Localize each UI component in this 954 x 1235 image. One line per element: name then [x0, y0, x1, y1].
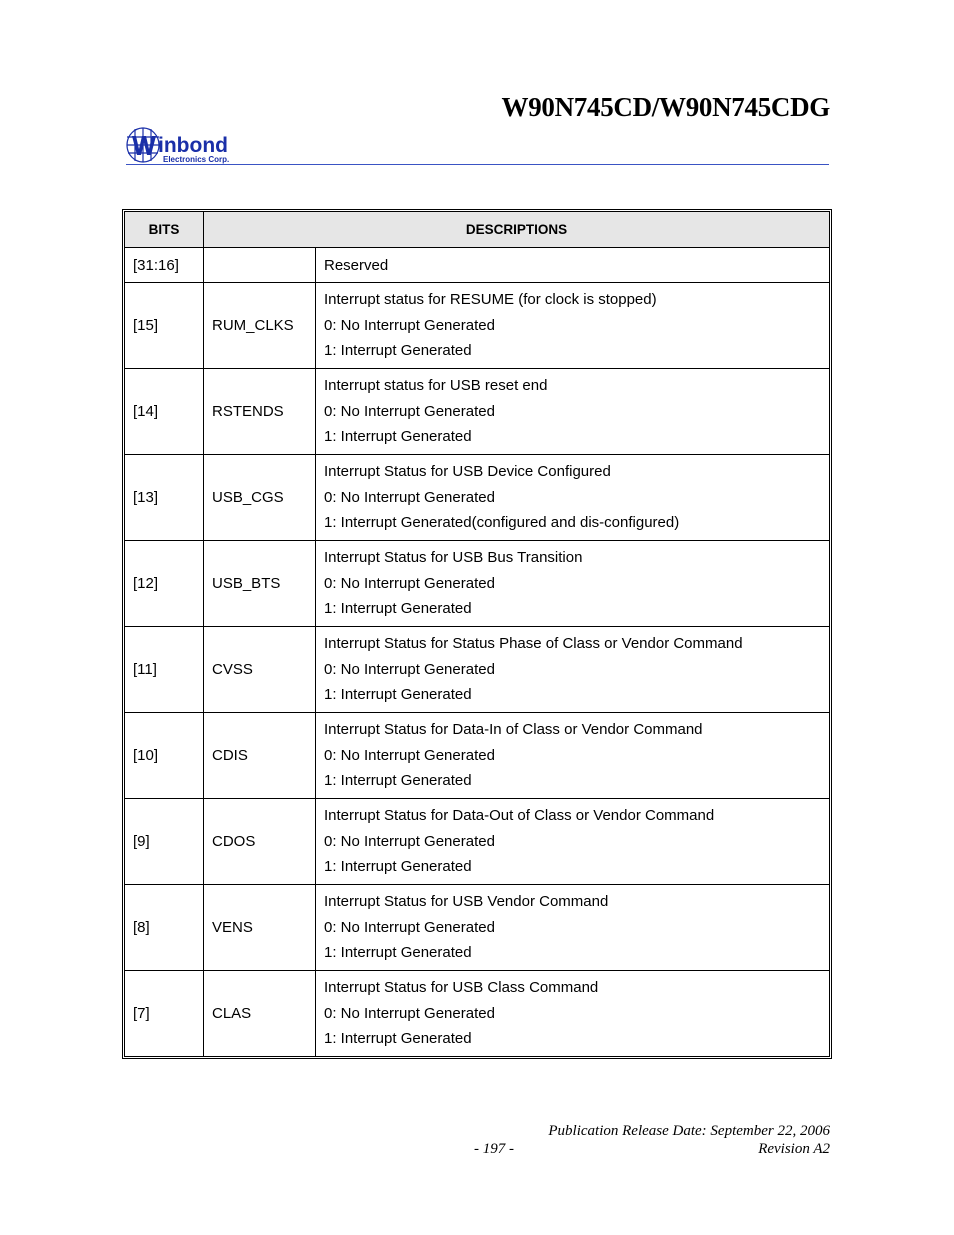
description-line: 1: Interrupt Generated [324, 600, 472, 618]
field-name: VENS [204, 885, 316, 971]
description-line: 0: No Interrupt Generated [324, 918, 495, 936]
winbond-logo [126, 125, 256, 165]
field-name: CDOS [204, 799, 316, 885]
description-line: 0: No Interrupt Generated [324, 488, 495, 506]
field-description [316, 283, 830, 369]
table-row [125, 455, 829, 541]
field-name: CVSS [204, 627, 316, 713]
bit-range: [7] [125, 971, 204, 1057]
field-name: USB_CGS [204, 455, 316, 541]
logo-wordmark: inbond [158, 134, 228, 157]
page-number: - 197 - [474, 1141, 514, 1157]
bit-range: [13] [125, 455, 204, 541]
description-line: 1: Interrupt Generated [324, 686, 472, 704]
table-row [125, 283, 829, 369]
table-row [125, 885, 829, 971]
field-description [316, 627, 830, 713]
description-line: 0: No Interrupt Generated [324, 1004, 495, 1022]
table-row [125, 541, 829, 627]
field-name: RSTENDS [204, 369, 316, 455]
bit-range: [14] [125, 369, 204, 455]
bit-range: [15] [125, 283, 204, 369]
table-header-row [125, 212, 829, 248]
header-divider [126, 164, 829, 165]
description-line: Interrupt Status for Status Phase of Class or Vendor Command [324, 635, 743, 653]
description-line: 0: No Interrupt Generated [324, 832, 495, 850]
field-name: RUM_CLKS [204, 283, 316, 369]
table-row [125, 627, 829, 713]
table-row [125, 369, 829, 455]
field-name: USB_BTS [204, 541, 316, 627]
description-line: 1: Interrupt Generated [324, 342, 472, 360]
bit-range: [8] [125, 885, 204, 971]
descriptions-column-header: DESCRIPTIONS [204, 212, 830, 248]
description-line: 1: Interrupt Generated [324, 1030, 472, 1048]
bit-range: [9] [125, 799, 204, 885]
description-line: Interrupt Status for USB Class Command [324, 979, 599, 997]
bit-range: [31:16] [125, 248, 204, 283]
description-line: Interrupt Status for USB Vendor Command [324, 893, 609, 911]
description-line: 0: No Interrupt Generated [324, 574, 495, 592]
bit-range: [11] [125, 627, 204, 713]
description-line: 1: Interrupt Generated [324, 428, 472, 446]
table-row [125, 713, 829, 799]
publication-date: Publication Release Date: September 22, 2006 [548, 1123, 830, 1139]
table-row [125, 971, 829, 1057]
field-description [316, 885, 830, 971]
field-name: CDIS [204, 713, 316, 799]
description-line: Interrupt status for RESUME (for clock is stopped) [324, 291, 657, 309]
table-row [125, 799, 829, 885]
field-name: CLAS [204, 971, 316, 1057]
description-line: 0: No Interrupt Generated [324, 746, 495, 764]
field-description [316, 799, 830, 885]
field-description: Reserved [316, 248, 830, 283]
bit-range: [12] [125, 541, 204, 627]
document-title: W90N745CD/W90N745CDG [501, 92, 830, 122]
table-row [125, 248, 829, 283]
description-line: 1: Interrupt Generated [324, 944, 472, 962]
description-line: 0: No Interrupt Generated [324, 660, 495, 678]
description-line: Interrupt Status for Data-In of Class or Vendor Command [324, 721, 703, 739]
logo-subtext: Electronics Corp. [163, 155, 230, 164]
description-line: Interrupt Status for USB Device Configured [324, 463, 611, 481]
field-description [316, 455, 830, 541]
field-description [316, 541, 830, 627]
bit-range: [10] [125, 713, 204, 799]
description-line: 1: Interrupt Generated [324, 772, 472, 790]
register-bits-table [122, 209, 832, 1059]
description-line: Interrupt Status for USB Bus Transition [324, 549, 583, 567]
revision-label: Revision A2 [758, 1141, 830, 1157]
bits-column-header: BITS [125, 212, 204, 248]
field-description [316, 971, 830, 1057]
description-line: 1: Interrupt Generated(configured and dis-configured) [324, 514, 680, 532]
description-line: Interrupt status for USB reset end [324, 377, 548, 395]
field-description [316, 713, 830, 799]
description-line: 0: No Interrupt Generated [324, 402, 495, 420]
description-line: 0: No Interrupt Generated [324, 316, 495, 334]
description-line: 1: Interrupt Generated [324, 858, 472, 876]
field-name [204, 248, 316, 283]
field-description [316, 369, 830, 455]
description-line: Interrupt Status for Data-Out of Class or Vendor Command [324, 807, 715, 825]
